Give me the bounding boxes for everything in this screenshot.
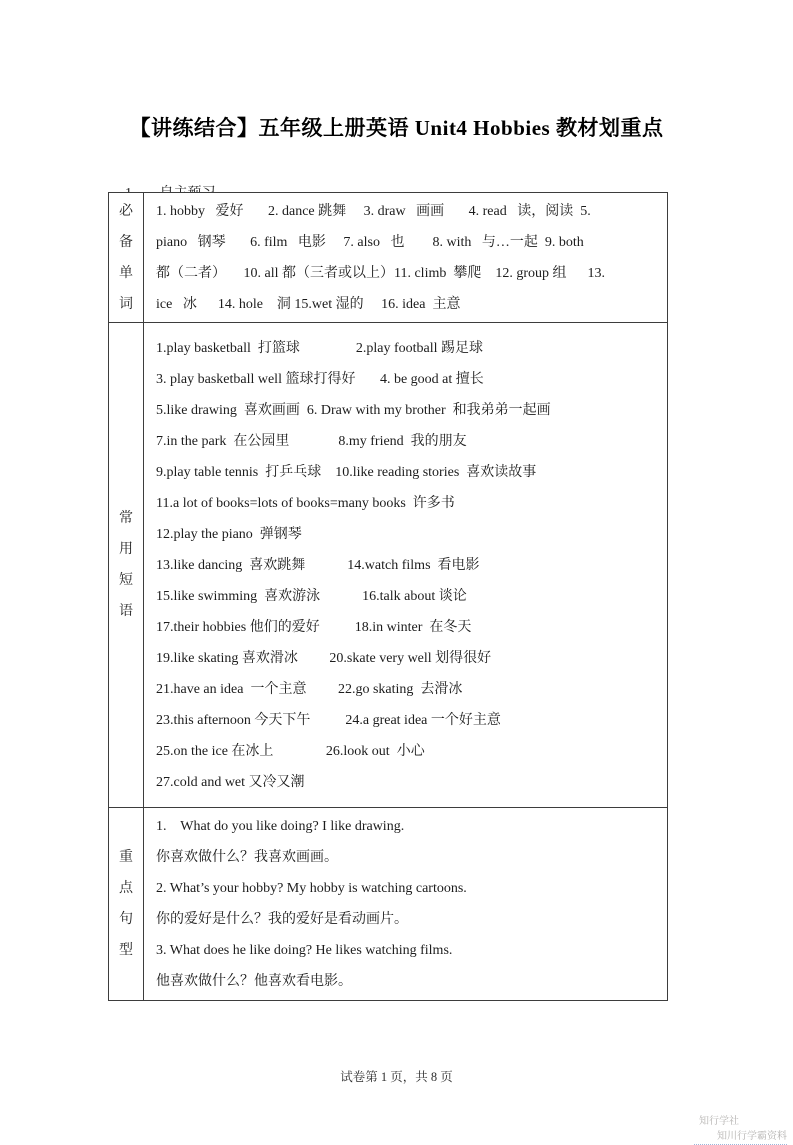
header-char: 型	[119, 943, 133, 958]
phrase-line: 5.like drawing 喜欢画画 6. Draw with my brother 和我弟弟一起画	[156, 402, 551, 418]
cell-required-words	[144, 193, 667, 322]
sentence-line: 3. What does he like doing? He likes watching films.	[156, 943, 453, 958]
header-char: 语	[119, 604, 133, 619]
word-list-line: piano 钢琴 6. film 电影 7. also 也 8. with 与…一起 9. both	[156, 234, 584, 250]
phrase-line: 1.play basketball 打篮球 2.play football 踢足球	[156, 340, 484, 356]
header-char: 词	[119, 296, 133, 312]
page-footer: 试卷第 1 页，共 8 页	[340, 1070, 453, 1084]
watermark-text-left: 知行学社	[699, 1116, 739, 1127]
phrase-line: 25.on the ice 在冰上 26.look out 小心	[156, 743, 425, 759]
phrase-line: 7.in the park 在公园里 8.my friend 我的朋友	[156, 433, 467, 449]
phrase-line: 23.this afternoon 今天下午 24.a great idea 一个好主意	[156, 712, 501, 728]
table-row-required-words	[109, 193, 667, 322]
sentence-line: 你的爱好是什么？我的爱好是看动画片。	[156, 912, 408, 927]
header-char: 用	[119, 542, 133, 557]
header-char: 必	[119, 203, 133, 219]
watermark	[694, 1101, 787, 1145]
table-row-common-phrases	[109, 322, 667, 807]
study-notes-table	[108, 192, 668, 1001]
phrase-line: 15.like swimming 喜欢游泳 16.talk about 谈论	[156, 588, 467, 604]
sentence-line: 你喜欢做什么？我喜欢画画。	[156, 850, 338, 865]
phrase-line: 11.a lot of books=lots of books=many books 许多书	[156, 495, 455, 511]
word-list-line: 1. hobby 爱好 2. dance 跳舞 3. draw 画画 4. read 读，阅读 5.	[156, 203, 591, 219]
phrase-line: 13.like dancing 喜欢跳舞 14.watch films 看电影	[156, 557, 480, 573]
table-row-key-sentences	[109, 807, 667, 1000]
header-char: 常	[119, 511, 133, 526]
header-char: 短	[119, 573, 133, 588]
cell-common-phrases	[144, 323, 667, 807]
row-header-required-words	[109, 193, 144, 322]
header-char: 点	[119, 881, 133, 896]
phrase-line: 21.have an idea 一个主意 22.go skating 去滑冰	[156, 681, 463, 697]
word-list-line: 都（二者） 10. all 都（三者或以上）11. climb 攀爬 12. group 组 13.	[156, 265, 606, 281]
sentence-line: 2. What’s your hobby? My hobby is watching cartoons.	[156, 881, 467, 896]
header-char: 句	[119, 912, 133, 927]
phrase-line: 3. play basketball well 篮球打得好 4. be good at 擅长	[156, 371, 484, 387]
row-header-key-sentences	[109, 808, 144, 1000]
phrase-line: 9.play table tennis 打乒乓球 10.like reading stories 喜欢读故事	[156, 464, 537, 480]
phrase-line: 17.their hobbies 他们的爱好 18.in winter 在冬天	[156, 619, 472, 635]
page-title: 【讲练结合】五年级上册英语 Unit4 Hobbies 教材划重点	[129, 116, 664, 140]
sentence-line: 他喜欢做什么？他喜欢看电影。	[156, 974, 352, 989]
phrase-line: 19.like skating 喜欢滑冰 20.skate very well 划得很好	[156, 650, 492, 666]
phrase-line: 27.cold and wet 又冷又潮	[156, 774, 305, 790]
sentence-line: 1. What do you like doing? I like drawing.	[156, 819, 405, 834]
word-list-line: ice 冰 14. hole 洞 15.wet 湿的 16. idea 主意	[156, 296, 461, 312]
row-header-common-phrases	[109, 323, 144, 807]
cell-key-sentences	[144, 808, 667, 1000]
watermark-text-right: 知川行学霸资料	[717, 1131, 787, 1142]
header-char: 单	[119, 265, 133, 281]
phrase-line: 12.play the piano 弹钢琴	[156, 526, 302, 542]
header-char: 重	[119, 850, 133, 865]
header-char: 备	[119, 234, 133, 250]
